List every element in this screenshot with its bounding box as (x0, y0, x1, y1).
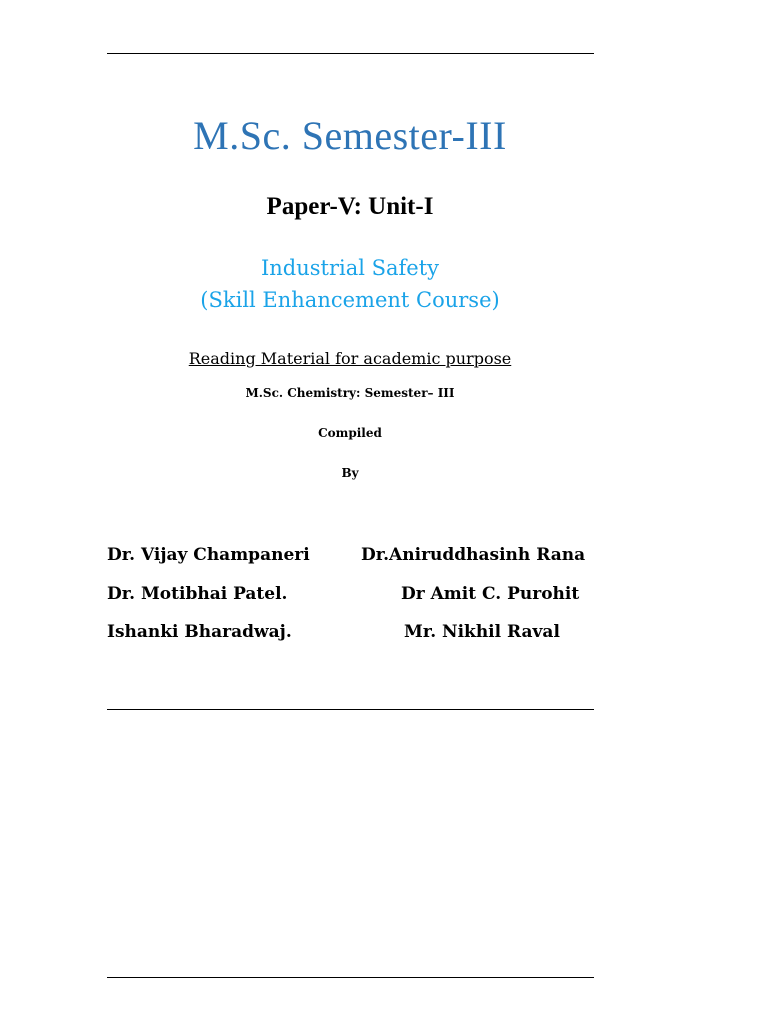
middle-divider (107, 709, 594, 710)
course-type: (Skill Enhancement Course) (200, 288, 500, 312)
top-divider (107, 53, 594, 54)
program-line: M.Sc. Chemistry: Semester– III (245, 386, 455, 400)
author-name: Dr. Vijay Champaneri (107, 545, 310, 565)
paper-unit: Paper-V: Unit-I (266, 193, 434, 220)
by-label: By (341, 466, 359, 480)
reading-material-heading: Reading Material for academic purpose (188, 349, 512, 368)
document-title: M.Sc. Semester-III (193, 113, 507, 158)
author-name: Dr Amit C. Purohit (401, 584, 580, 604)
bottom-divider (107, 977, 594, 978)
course-name: Industrial Safety (260, 256, 440, 280)
compiled-label: Compiled (318, 426, 382, 440)
author-name: Dr. Motibhai Patel. (107, 584, 288, 604)
author-name: Dr.Aniruddhasinh Rana (361, 545, 586, 565)
author-name: Ishanki Bharadwaj. (107, 622, 292, 642)
author-name: Mr. Nikhil Raval (404, 622, 560, 642)
